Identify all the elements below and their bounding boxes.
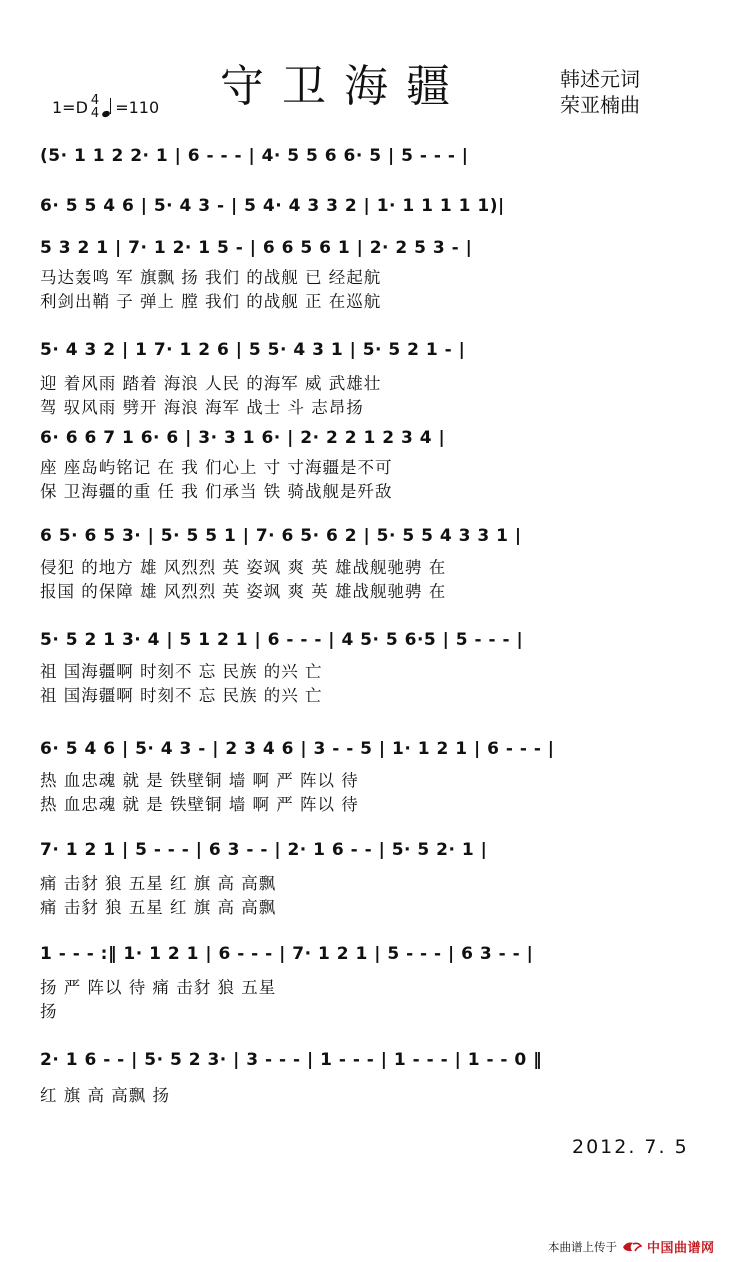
site-footer: [548, 1237, 715, 1256]
score-system-3: [40, 238, 700, 312]
notation-line: 6 5· 6 5 3· | 5· 5 5 1 | 7· 6 5· 6 2 | 5· 5 5 4 3 3 1 |: [40, 526, 522, 546]
time-signature: [91, 94, 99, 120]
notation-line: 5· 5 2 1 3· 4 | 5 1 2 1 | 6 - - - | 4 5· 5 6·5 | 5 - - - |: [40, 630, 524, 650]
score-system-1: [40, 146, 700, 166]
notation-line: 7· 1 2 1 | 5 - - - | 6 3 - - | 2· 1 6 - - | 5· 5 2· 1 |: [40, 840, 488, 860]
lyric-line-1: 痛 击豺 狼 五星 红 旗 高 高飘: [40, 874, 277, 893]
tempo-marking: [52, 94, 159, 120]
song-title: 守卫海疆: [220, 61, 468, 112]
time-signature-bottom: 4: [90, 106, 100, 121]
notation-line: 2· 1 6 - - | 5· 5 2 3· | 3 - - - | 1 - - - | 1 - - - | 1 - - 0 ‖: [40, 1050, 543, 1070]
lyric-line-2: 驾 驭风雨 劈开 海浪 海军 战士 斗 志昂扬: [40, 398, 364, 417]
lyric-line-2: 扬: [40, 1002, 58, 1021]
lyricist-credit: 韩述元词: [560, 67, 640, 91]
lyric-line-2: 痛 击豺 狼 五星 红 旗 高 高飘: [40, 898, 277, 917]
tempo-value: =110: [115, 97, 160, 117]
notation-line: 5 3 2 1 | 7· 1 2· 1 5 - | 6 6 5 6 1 | 2· 2 5 3 - |: [40, 238, 473, 258]
lyric-line-1: 祖 国海疆啊 时刻不 忘 民族 的兴 亡: [40, 662, 323, 681]
score-system-11: [40, 1050, 700, 1106]
key-signature: 1=D: [52, 97, 88, 117]
lyric-line-1: 侵犯 的地方 雄 风烈烈 英 姿飒 爽 英 雄战舰驰骋 在: [40, 558, 447, 577]
composition-date: 2012. 7. 5: [572, 1136, 689, 1158]
lyric-line-1: 座 座岛屿铭记 在 我 们心上 寸 寸海疆是不可: [40, 458, 393, 477]
notation-line: 6· 6 6 7 1 6· 6 | 3· 3 1 6· | 2· 2 2 1 2 3 4 |: [40, 428, 446, 448]
score-system-2: [40, 196, 700, 216]
notation-line: 6· 5 5 4 6 | 5· 4 3 - | 5 4· 4 3 3 2 | 1· 1 1 1 1 1)|: [40, 196, 505, 216]
lyric-line-2: 热 血忠魂 就 是 铁壁铜 墙 啊 严 阵以 待: [40, 795, 359, 814]
score-system-8: [40, 739, 700, 815]
site-logo-icon: [621, 1240, 643, 1254]
lyric-line-2: 祖 国海疆啊 时刻不 忘 民族 的兴 亡: [40, 686, 323, 705]
credits: [560, 66, 640, 118]
lyric-line-1: 马达轰鸣 军 旗飘 扬 我们 的战舰 已 经起航: [40, 268, 382, 287]
score-system-10: [40, 944, 700, 1022]
lyric-line-1: 红 旗 高 高飘 扬: [40, 1086, 170, 1105]
notation-line: 1 - - - :‖ 1· 1 2 1 | 6 - - - | 7· 1 2 1 | 5 - - - | 6 3 - - |: [40, 944, 534, 964]
lyric-line-2: 保 卫海疆的重 任 我 们承当 铁 骑战舰是歼敌: [40, 482, 393, 501]
time-signature-top: 4: [90, 93, 100, 108]
score-system-6: [40, 526, 700, 602]
lyric-line-1: 热 血忠魂 就 是 铁壁铜 墙 啊 严 阵以 待: [40, 771, 359, 790]
score-system-4: [40, 340, 700, 418]
notation-line: (5· 1 1 2 2· 1 | 6 - - - | 4· 5 5 6 6· 5 | 5 - - - |: [40, 146, 469, 166]
score-system-9: [40, 840, 700, 918]
lyric-line-1: 扬 严 阵以 待 痛 击豺 狼 五星: [40, 978, 277, 997]
composer-credit: 荣亚楠曲: [560, 93, 640, 117]
score-system-7: [40, 630, 700, 706]
notation-line: 5· 4 3 2 | 1 7· 1 2 6 | 5 5· 4 3 1 | 5· 5 2 1 - |: [40, 340, 466, 360]
upload-text: 本曲谱上传于: [548, 1239, 617, 1254]
lyric-line-2: 报国 的保障 雄 风烈烈 英 姿飒 爽 英 雄战舰驰骋 在: [40, 582, 447, 601]
quarter-note-icon: [102, 97, 112, 117]
site-name[interactable]: 中国曲谱网: [647, 1241, 715, 1256]
lyric-line-1: 迎 着风雨 踏着 海浪 人民 的海军 威 武雄壮: [40, 374, 382, 393]
notation-line: 6· 5 4 6 | 5· 4 3 - | 2 3 4 6 | 3 - - 5 | 1· 1 2 1 | 6 - - - |: [40, 739, 555, 759]
score-system-5: [40, 428, 700, 502]
lyric-line-2: 利剑出鞘 子 弹上 膛 我们 的战舰 正 在巡航: [40, 292, 382, 311]
